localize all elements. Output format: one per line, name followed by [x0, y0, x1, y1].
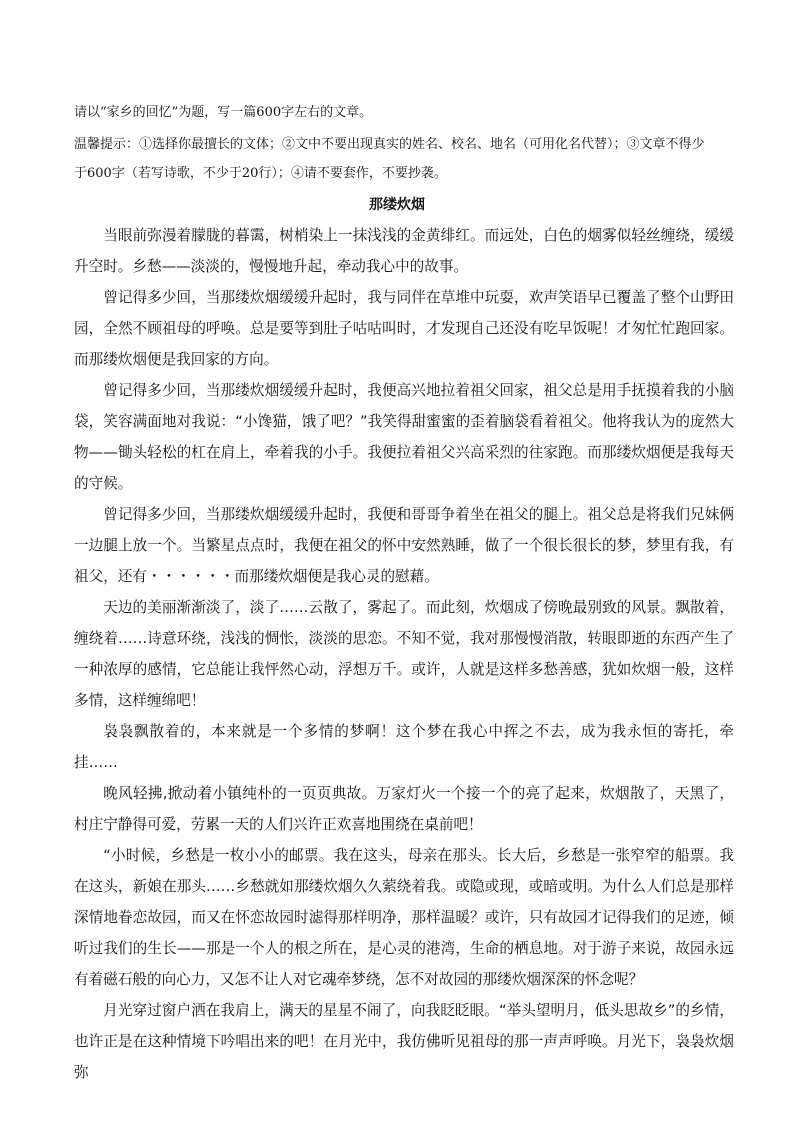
- essay-body: [74, 220, 734, 1088]
- essay-title: 那缕炊烟: [369, 197, 425, 213]
- essay-paragraph: 月光穿过窗户洒在我肩上，满天的星星不闹了，向我眨眨眼。“举头望明月，低头思故乡”的乡情，也许正是在这种情境下吟唱出来的吧！在月光中，我仿佛听见祖母的那一声声呼唤。月光下，袅袅炊烟弥: [74, 1002, 734, 1081]
- essay-paragraph: 曾记得多少回，当那缕炊烟缓缓升起时，我与同伴在草堆中玩耍，欢声笑语早已覆盖了整个山野田园，全然不顾祖母的呼唤。总是要等到肚子咕咕叫时，才发现自己还没有吃早饭呢！才匆忙忙跑回家。而那缕炊烟便是我回家的方向。: [74, 289, 734, 368]
- essay-paragraph: 袅袅飘散着的，本来就是一个多情的梦啊！这个梦在我心中挥之不去，成为我永恒的寄托，牵挂……: [74, 723, 734, 771]
- essay-paragraph: “小时候，乡愁是一枚小小的邮票。我在这头，母亲在那头。长大后，乡愁是一张窄窄的船票。我在这头，新娘在那头……乡愁就如那缕炊烟久久萦绕着我。或隐或现，或暗或明。为什么人们总是那样深情地眷恋故园，而又在怀恋故园时滤得那样明净，那样温暖？或许，只有故园才记得我们的足迹，倾听过我们的生长——那是一个人的根之所在，是心灵的港湾，生命的栖息地。对于游子来说，故园永远有着磁石般的向心力，又怎不让人对它魂牵梦绕，怎不对故园的那缕炊烟深深的怀念呢？: [74, 847, 734, 988]
- essay-paragraph: 曾记得多少回，当那缕炊烟缓缓升起时，我便高兴地拉着祖父回家，祖父总是用手抚摸着我的小脑袋，笑容满面地对我说：“小馋猫，饿了吧？”我笑得甜蜜蜜的歪着脑袋看着祖父。他将我认为的庞然大物——锄头轻松的杠在肩上，牵着我的小手。我便拉着祖父兴高采烈的往家跑。而那缕炊烟便是我每天的守候。: [74, 382, 734, 492]
- prompt-line-1: 请以“家乡的回忆”为题，写一篇600字左右的文章。: [74, 105, 373, 120]
- essay-paragraph: 曾记得多少回，当那缕炊烟缓缓升起时，我便和哥哥争着坐在祖父的腿上。祖父总是将我们兄妹俩一边腿上放一个。当繁星点点时，我便在祖父的怀中安然熟睡，做了一个很长很长的梦，梦里有我，有祖父，还有・・・・・・而那缕炊烟便是我心灵的慰藉。: [74, 506, 734, 585]
- essay-paragraph: 晚风轻拂,掀动着小镇纯朴的一页页典故。万家灯火一个接一个的亮了起来，炊烟散了，天黑了，村庄宁静得可爱，劳累一天的人们兴许正欢喜地围绕在桌前吧！: [74, 785, 734, 833]
- essay-paragraph: 天边的美丽渐渐淡了，淡了……云散了，雾起了。而此刻，炊烟成了傍晚最别致的风景。飘散着，缠绕着……诗意环绕，浅浅的惆怅，淡淡的思恋。不知不觉，我对那慢慢消散，转眼即逝的东西产生了一种浓厚的感情，它总能让我怦然心动，浮想万千。或许，人就是这样多愁善感，犹如炊烟一般，这样多情，这样缠绵吧！: [74, 599, 734, 709]
- prompt-line-3: 于600字（若写诗歌，不少于20行）；④请不要套作，不要抄袭。: [74, 166, 447, 181]
- prompt-line-2: 温馨提示：①选择你最擅长的文体；②文中不要出现真实的姓名、校名、地名（可用化名代替）；③文章不得少: [74, 137, 705, 152]
- essay-paragraph: 当眼前弥漫着朦胧的暮霭，树梢染上一抹浅浅的金黄绯红。而远处，白色的烟雾似轻丝缠绕，缓缓升空时。乡愁——淡淡的，慢慢地升起，牵动我心中的故事。: [74, 227, 734, 275]
